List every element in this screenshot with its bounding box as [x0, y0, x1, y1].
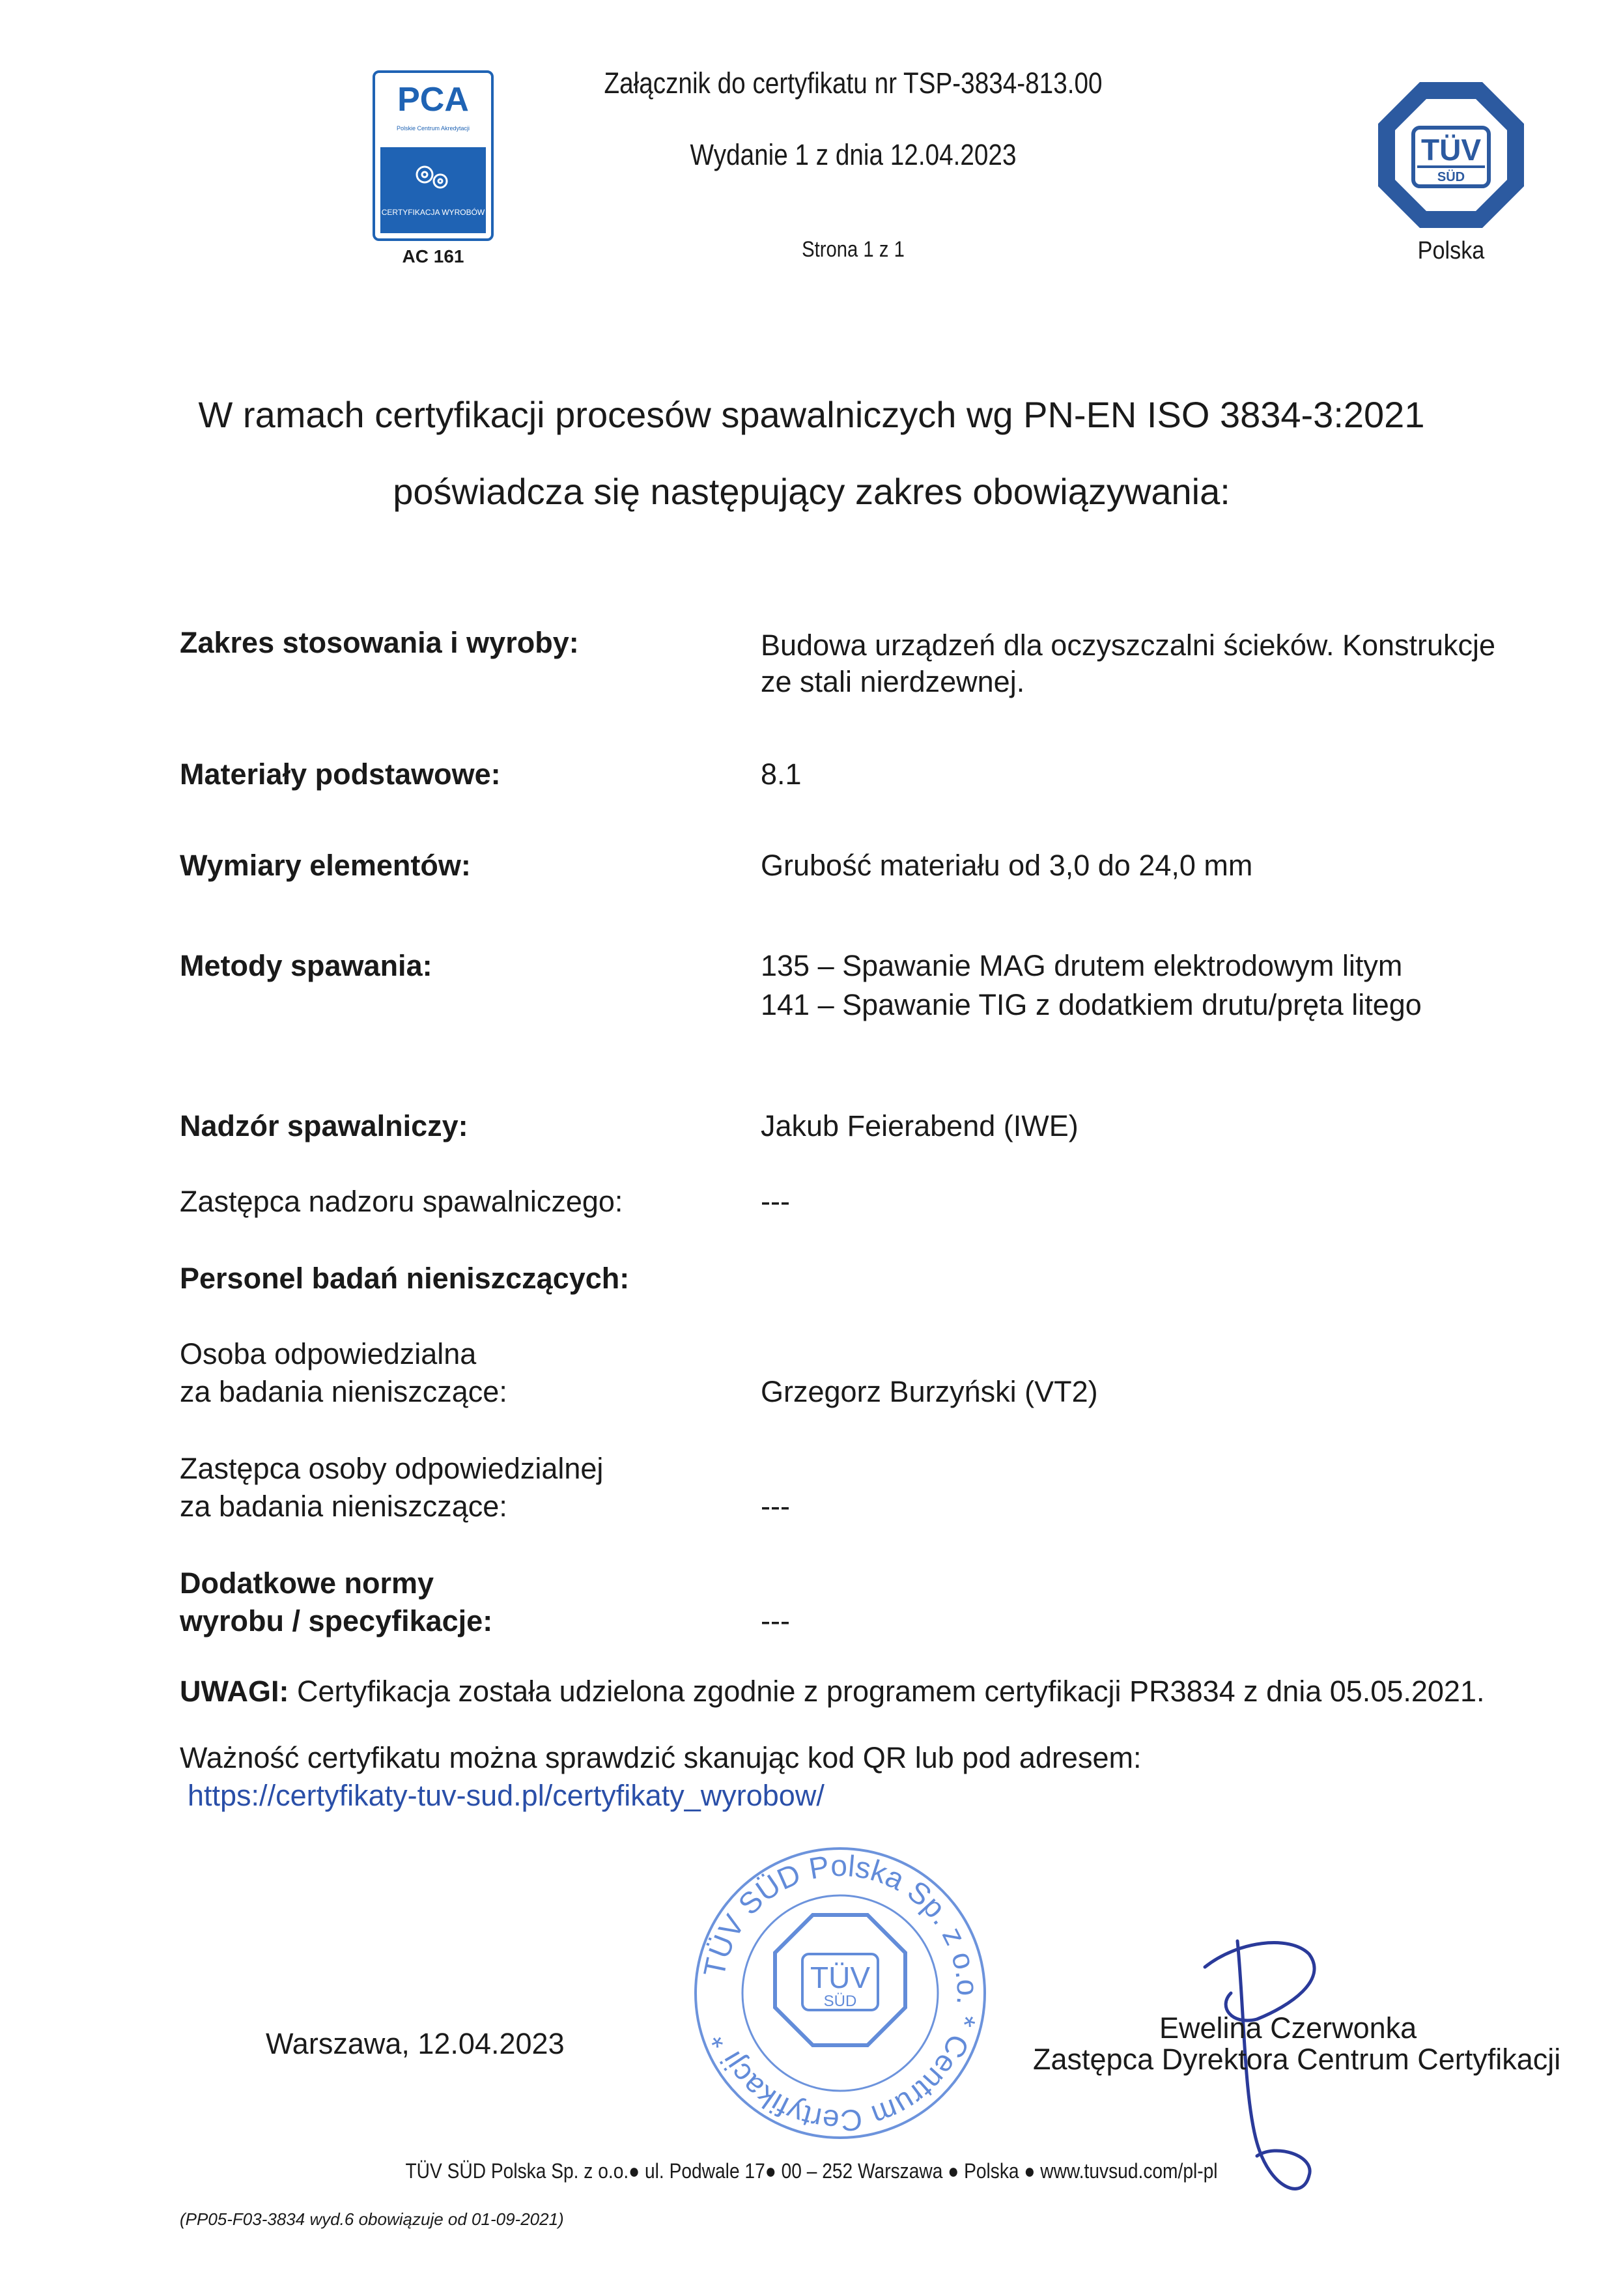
certificate-verification-link[interactable]: https://certyfikaty-tuv-sud.pl/certyfikaty_wyrobow/	[188, 1779, 825, 1812]
ndt-responsible-label-line-2: za badania nieniszczące:	[180, 1375, 507, 1408]
deputy-supervision-label: Zastępca nadzoru spawalniczego:	[180, 1185, 623, 1218]
ndt-responsible-value: Grzegorz Burzyński (VT2)	[761, 1375, 1098, 1408]
extra-norms-label-line-1: Dodatkowe normy	[180, 1566, 434, 1600]
tuv-logo	[1373, 77, 1529, 233]
supervision-value: Jakub Feierabend (IWE)	[761, 1109, 1079, 1142]
dimensions-value: Grubość materiału od 3,0 do 24,0 mm	[761, 849, 1253, 882]
materials-label: Materiały podstawowe:	[180, 758, 501, 791]
ndt-deputy-label-line-2: za badania nieniszczące:	[180, 1490, 507, 1523]
place-and-date: Warszawa, 12.04.2023	[266, 2027, 565, 2060]
form-code: (PP05-F03-3834 wyd.6 obowiązuje od 01-09-2021)	[180, 2209, 564, 2229]
accreditation-code: AC 161	[402, 246, 464, 266]
tuv-logo-sub: SÜD	[1437, 170, 1465, 184]
scope-label: Zakres stosowania i wyroby:	[180, 626, 579, 659]
stamp-center-text: TÜV	[810, 1961, 870, 1994]
methods-value-line-1: 135 – Spawanie MAG drutem elektrodowym litym	[761, 949, 1403, 982]
ndt-responsible-label-line-1: Osoba odpowiedzialna	[180, 1337, 477, 1370]
footer-address: TÜV SÜD Polska Sp. z o.o.● ul. Podwale 17● 00 – 252 Warszawa ● Polska ● www.tuvsud.com/pl-pl	[405, 2159, 1218, 2183]
dimensions-label: Wymiary elementów:	[180, 849, 471, 882]
certificate-annex-number: Załącznik do certyfikatu nr TSP-3834-813.00	[604, 66, 1103, 100]
pca-logo	[373, 70, 494, 241]
deputy-supervision-value: ---	[761, 1185, 790, 1218]
stamp-center-sub: SÜD	[823, 1992, 857, 2010]
ndt-deputy-label-line-1: Zastępca osoby odpowiedzialnej	[180, 1452, 604, 1485]
stamp-ring-text: TÜV SÜD Polska Sp. z o.o. * Centrum Certyfikacji *	[696, 1848, 985, 2138]
issue-date: Wydanie 1 z dnia 12.04.2023	[690, 138, 1017, 171]
title-line-1: W ramach certyfikacji procesów spawalniczych wg PN-EN ISO 3834-3:2021	[198, 394, 1425, 435]
pca-logo-subtitle: Polskie Centrum Akredytacji	[396, 125, 470, 132]
pca-logo-caption: CERTYFIKACJA WYROBÓW	[381, 208, 485, 217]
methods-value-line-2: 141 – Spawanie TIG z dodatkiem drutu/pręta litego	[761, 988, 1422, 1021]
pca-logo-text: PCA	[397, 81, 469, 119]
scope-value-line-2: ze stali nierdzewnej.	[761, 665, 1025, 698]
notes-label: UWAGI:	[180, 1675, 289, 1708]
extra-norms-label-line-2: wyrobu / specyfikacje:	[180, 1604, 493, 1637]
supervision-label: Nadzór spawalniczy:	[180, 1109, 468, 1142]
validity-text: Ważność certyfikatu można sprawdzić skanując kod QR lub pod adresem:	[180, 1741, 1142, 1774]
notes	[180, 1673, 1580, 1710]
scope-value-line-1: Budowa urządzeń dla oczyszczalni ścieków. Konstrukcje	[761, 629, 1496, 662]
ndt-personnel-label: Personel badań nieniszczących:	[180, 1262, 630, 1295]
notes-text: Certyfikacja została udzielona zgodnie z programem certyfikacji PR3834 z dnia 05.05.2021.	[289, 1675, 1485, 1708]
signer-name: Ewelina Czerwonka	[1159, 2011, 1417, 2045]
materials-value: 8.1	[761, 758, 802, 791]
company-stamp	[690, 1843, 990, 2143]
tuv-country: Polska	[1417, 237, 1485, 264]
tuv-logo-text: TÜV	[1421, 133, 1481, 167]
signer-role: Zastępca Dyrektora Centrum Certyfikacji	[1033, 2043, 1561, 2076]
ndt-deputy-value: ---	[761, 1490, 790, 1523]
methods-label: Metody spawania:	[180, 949, 432, 982]
page-number: Strona 1 z 1	[802, 237, 905, 262]
title-line-2: poświadcza się następujący zakres obowiązywania:	[393, 471, 1230, 512]
extra-norms-value: ---	[761, 1604, 790, 1637]
